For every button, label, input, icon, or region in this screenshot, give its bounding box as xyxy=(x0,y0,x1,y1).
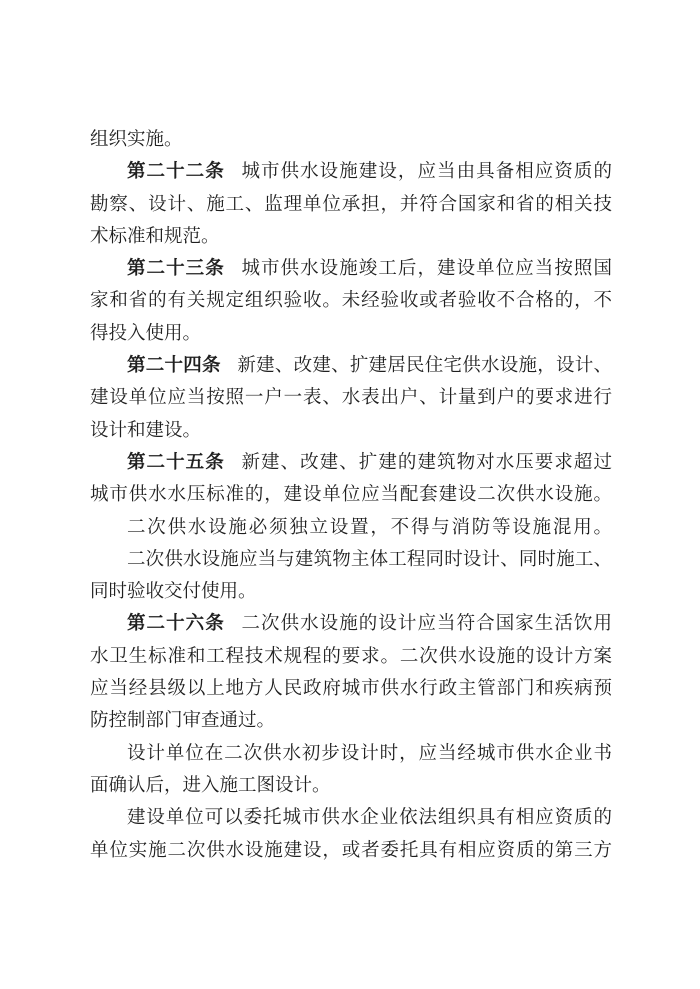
line-text: 城市供水设施建设，应当由具备相应资质的 xyxy=(241,161,612,183)
article-number: 第二十五条 xyxy=(127,451,225,473)
text-line: 建设单位可以委托城市供水企业依法组织具有相应资质的 xyxy=(127,807,612,829)
text-line xyxy=(90,350,612,382)
text-line: 城市供水水压标准的，建设单位应当配套建设二次供水设施。 xyxy=(90,484,612,506)
text-line: 勘察、设计、施工、监理单位承担，并符合国家和省的相关技 xyxy=(90,193,612,215)
paragraph-article-24 xyxy=(90,350,612,447)
article-number: 第二十四条 xyxy=(127,355,221,377)
text-line: 水卫生标准和工程技术规程的要求。二次供水设施的设计方案 xyxy=(90,645,612,667)
text-line: 二次供水设施应当与建筑物主体工程同时设计、同时施工、 xyxy=(127,548,612,570)
text-line: 单位实施二次供水设施建设，或者委托具有相应资质的第三方 xyxy=(90,839,612,861)
page-text-content xyxy=(90,124,612,867)
text-line: 设计和建设。 xyxy=(90,419,202,441)
text-line: 应当经县级以上地方人民政府城市供水行政主管部门和疾病预 xyxy=(90,678,612,700)
text-line: 面确认后，进入施工图设计。 xyxy=(90,774,331,796)
paragraph-article-23 xyxy=(90,253,612,350)
paragraph-secondary-simultaneous xyxy=(90,544,612,609)
paragraph-secondary-independent xyxy=(90,512,612,544)
paragraph-delegate-construction xyxy=(90,802,612,867)
paragraph-article-22 xyxy=(90,156,612,253)
text-line: 建设单位应当按照一户一表、水表出户、计量到户的要求进行 xyxy=(90,387,612,409)
line-text: 新建、改建、扩建居民住宅供水设施，设计、 xyxy=(237,355,612,377)
article-number: 第二十三条 xyxy=(127,258,225,280)
text-line: 术标准和规范。 xyxy=(90,225,220,247)
paragraph-continuation xyxy=(90,124,612,156)
text-line: 得投入使用。 xyxy=(90,322,202,344)
text-line: 二次供水设施必须独立设置，不得与消防等设施混用。 xyxy=(127,516,612,538)
line-text: 新建、改建、扩建的建筑物对水压要求超过 xyxy=(241,451,612,473)
text-line xyxy=(90,608,612,640)
text-line xyxy=(90,447,612,479)
line-text: 二次供水设施的设计应当符合国家生活饮用 xyxy=(241,613,612,635)
paragraph-design-confirm xyxy=(90,738,612,803)
text-line: 家和省的有关规定组织验收。未经验收或者验收不合格的，不 xyxy=(90,290,612,312)
text-line xyxy=(90,253,612,285)
paragraph-article-25 xyxy=(90,447,612,512)
text-line xyxy=(90,156,612,188)
text-line: 防控制部门审查通过。 xyxy=(90,710,276,732)
article-number: 第二十二条 xyxy=(127,161,225,183)
text-line: 同时验收交付使用。 xyxy=(90,581,257,603)
text-line: 组织实施。 xyxy=(90,129,183,150)
paragraph-article-26 xyxy=(90,608,612,737)
line-text: 城市供水设施竣工后，建设单位应当按照国 xyxy=(241,258,612,280)
text-line: 设计单位在二次供水初步设计时，应当经城市供水企业书 xyxy=(127,742,612,764)
article-number: 第二十六条 xyxy=(127,613,225,635)
